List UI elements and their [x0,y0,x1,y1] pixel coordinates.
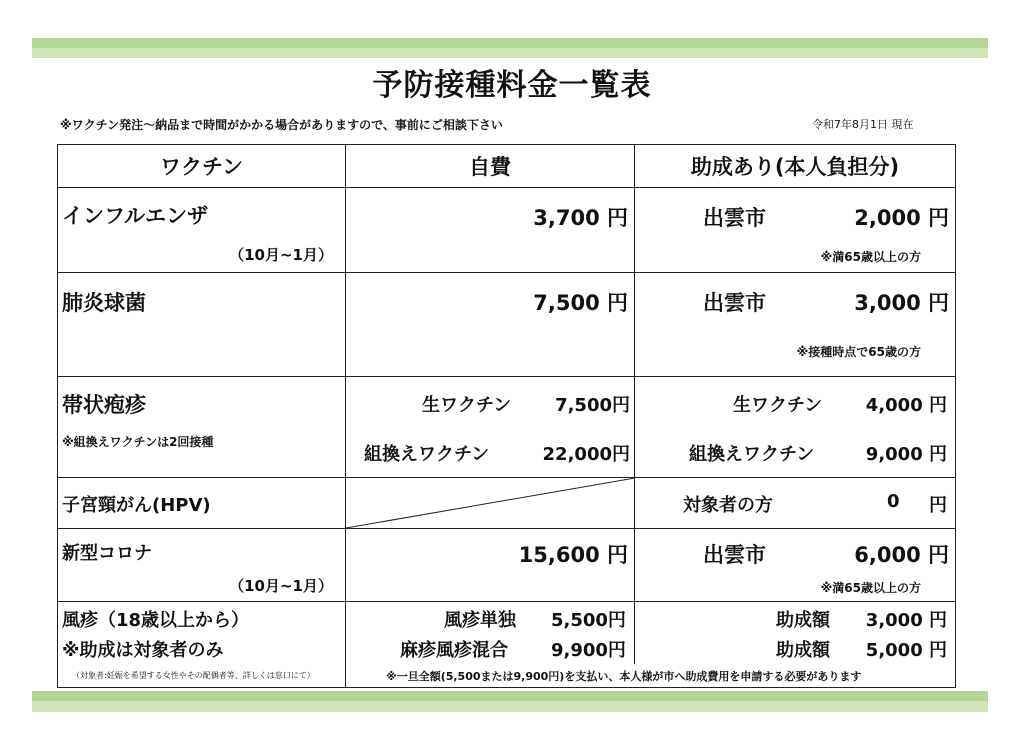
subsidy-price: 3,000 円 [854,291,949,315]
subsidy-price: 0 [887,491,900,512]
self-price: 15,600 円 [518,543,628,567]
subsidy-line-label: 助成額 [776,640,830,661]
table-row [58,602,956,688]
header-vaccine: ワクチン [58,145,346,188]
self-line-label: 麻疹風疹混合 [400,640,508,661]
self-line-price: 5,500円 [551,610,626,631]
subsidy-line-price: 5,000 円 [865,640,947,661]
table-row [58,529,956,602]
subsidy-city: 出雲市 [703,291,766,315]
vaccine-name: 帯状疱疹 [62,393,146,417]
header-subsidy: 助成あり(本人負担分) [635,145,956,188]
subsidy-note: ※満65歳以上の方 [820,581,921,595]
self-price: 3,700 円 [533,206,628,230]
subsidy-line-price: 4,000 円 [865,395,947,416]
subsidy-label: 対象者の方 [683,495,773,516]
subsidy-line-label: 生ワクチン [733,395,823,416]
subsidy-city: 出雲市 [703,543,766,567]
subsidy-price: 6,000 円 [854,543,949,567]
column-divider [634,602,635,664]
self-price: 7,500 円 [533,291,628,315]
table-row [58,377,956,478]
vaccine-note: ※組換えワクチンは2回接種 [62,435,214,449]
page-title: 予防接種料金一覧表 [372,68,652,103]
vaccine-name: 肺炎球菌 [62,291,146,315]
fee-table [57,144,956,688]
table-row [58,478,956,529]
footer-band-light [32,701,988,712]
subsidy-line-price: 9,000 円 [865,444,947,465]
header-band-dark [32,38,988,48]
payment-note: ※一旦全額(5,500または9,900円)を支払い、本人様が市へ助成費用を申請する必要があります [386,670,862,683]
as-of-date: 令和7年8月1日 現在 [812,118,914,131]
self-line-label: 風疹単独 [444,610,516,631]
subsidy-line-price: 3,000 円 [865,610,947,631]
vaccine-name: インフルエンザ [62,204,209,228]
header-self-pay: 自費 [346,145,635,188]
self-line-label: 生ワクチン [422,395,512,416]
subsidy-price: 2,000 円 [854,206,949,230]
season-note: （10月~1月） [229,246,333,264]
season-note: （10月~1月） [229,577,333,595]
self-line-price: 9,900円 [551,640,626,661]
subsidy-city: 出雲市 [703,206,766,230]
eligibility-detail: （対象者:妊娠を希望する女性やその配偶者等、詳しくは窓口にて） [72,671,315,680]
footer-band-dark [32,691,988,701]
subsidy-unit: 円 [929,495,947,516]
subsidy-eligibility-note: ※助成は対象者のみ [62,640,224,661]
self-line-price: 7,500円 [555,395,630,416]
subsidy-note: ※満65歳以上の方 [820,250,921,264]
subsidy-line-label: 組換えワクチン [689,444,815,465]
not-applicable-cell [346,478,634,528]
table-row [58,188,956,273]
order-notice: ※ワクチン発注～納品まで時間がかかる場合がありますので、事前にご相談下さい [60,118,503,132]
vaccine-name: 子宮頸がん(HPV) [62,495,211,516]
table-row [58,273,956,377]
self-line-price: 22,000円 [542,444,630,465]
subsidy-note: ※接種時点で65歳の方 [796,345,921,359]
diagonal-slash [346,478,635,528]
vaccine-name: 新型コロナ [62,543,152,564]
header-band-light [32,48,988,58]
table-header-row [58,145,956,188]
self-line-label: 組換えワクチン [364,444,490,465]
subsidy-line-label: 助成額 [776,610,830,631]
vaccine-name: 風疹（18歳以上から） [62,610,250,631]
